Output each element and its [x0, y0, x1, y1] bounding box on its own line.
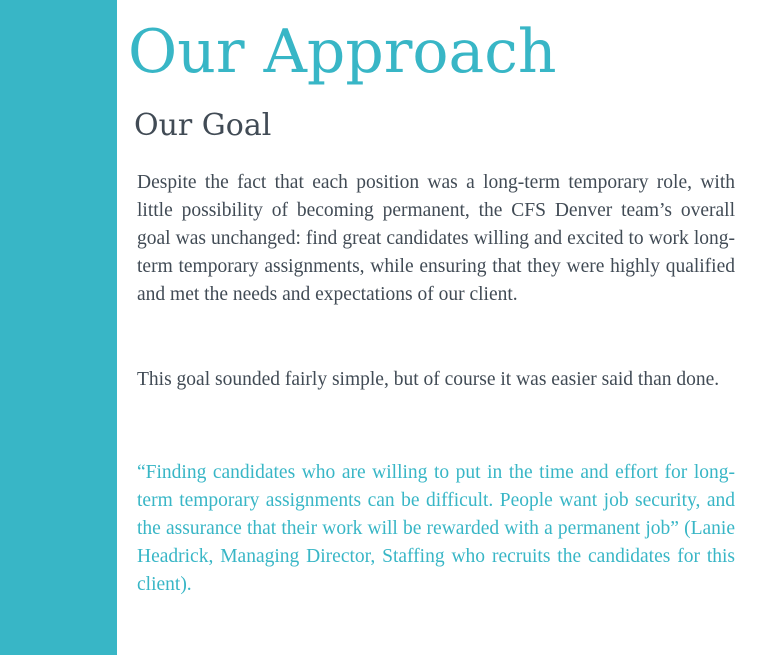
body-paragraph-1: Despite the fact that each position was a long-term temporary role, with little possibility of becoming permanent, the CFS Denver team’s overall goal was unchanged: find great candidates willing and excited to work long-term temporary assignments, while ensuring that they were highly qualified and met the needs and expectations of our client. [137, 172, 735, 305]
pull-quote: “Finding candidates who are willing to put in the time and effort for long-term temporary assignments can be difficult. People want job security, and the assurance that their work will be rewarded with a permanent job” (Lanie Headrick, Managing Director, Staffing who recruits the candidates for this client). [137, 462, 735, 595]
body-paragraph-2: This goal sounded fairly simple, but of course it was easier said than done. [137, 369, 720, 390]
page-title: Our Approach [128, 17, 557, 87]
section-heading: Our Goal [134, 108, 272, 143]
accent-sidebar [0, 0, 117, 655]
